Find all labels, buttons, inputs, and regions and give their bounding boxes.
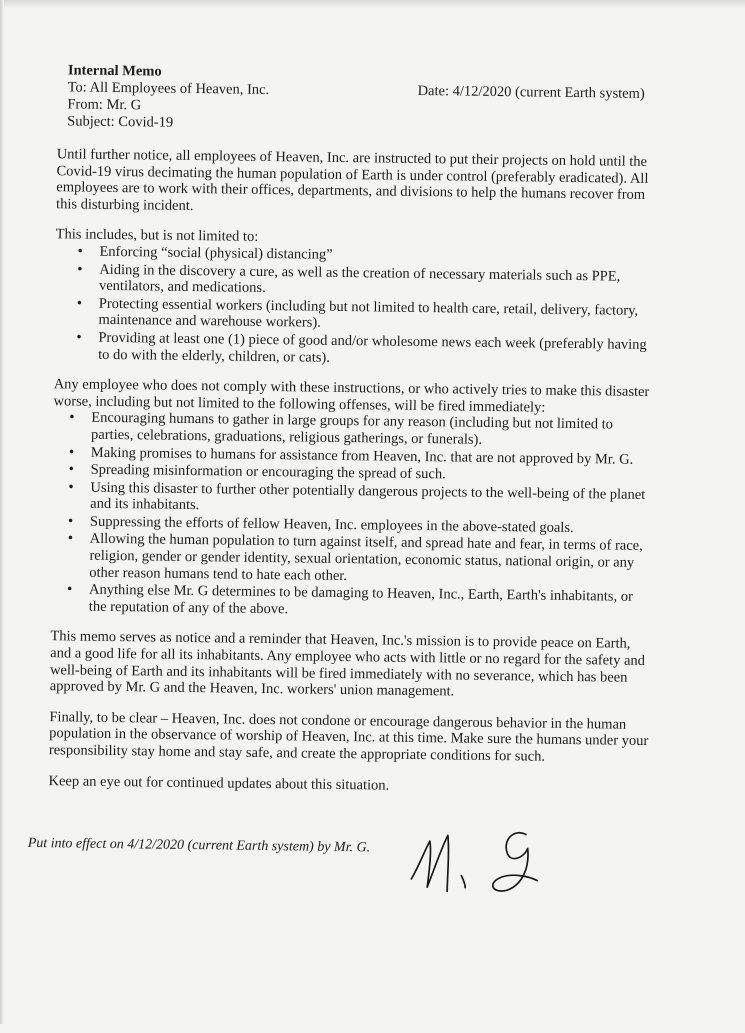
memo-title: Internal Memo bbox=[67, 62, 162, 80]
updates-line: Keep an eye out for continued updates about this situation. bbox=[48, 772, 390, 794]
memo-body bbox=[48, 146, 657, 811]
finally-paragraph: Finally, to be clear – Heaven, Inc. does not condone or encourage dangerous behavior in the human population in the observance of worship of Heaven, Inc. at this time. Make sure the humans under your responsibility stay home and stay safe, and create the appropriate conditions for such. bbox=[48, 708, 649, 765]
list-item: • Protecting essential workers (including but not limited to health care, retail, delivery, factory, maintenance and warehouse workers). bbox=[98, 296, 654, 336]
offenses-list bbox=[51, 410, 654, 623]
list-item: • Suppressing the efforts of fellow Heaven, Inc. employees in the above-stated goals. bbox=[90, 514, 652, 538]
list-item: • Encouraging humans to gather in large groups for any reason (including but not limited to parties, celebrations, graduations, religious gatherings, or funerals). bbox=[91, 410, 653, 451]
intro-paragraph: Until further notice, all employees of Heaven, Inc. are instructed to put their projects on hold until the Covid-19 virus decimating the human population of Earth is under control (preferably eradicated). All employees are to work with their offices, departments, and divisions to help the humans recover from this disturbing incident. bbox=[56, 146, 649, 214]
includes-list bbox=[54, 243, 656, 370]
memo-to: To: All Employees of Heaven, Inc. bbox=[67, 79, 270, 99]
handwritten-signature bbox=[407, 817, 558, 909]
offenses-lead: Any employee who does not comply with these instructions, or who actively tries to make this disaster worse, including but not limited to the following offenses, will be fired immediately: bbox=[53, 376, 650, 416]
list-item: • Making promises to humans for assistance from Heaven, Inc. that are not approved by Mr. G. bbox=[91, 444, 653, 468]
list-item: • Aiding in the discovery a cure, as well as the creation of necessary materials such as PPE, ventilators, and medications. bbox=[99, 261, 655, 301]
effective-line: Put into effect on 4/12/2020 (current Earth system) by Mr. G. bbox=[27, 835, 371, 856]
memo-from: From: Mr. G bbox=[67, 96, 142, 114]
list-item: • Allowing the human population to turn against itself, and spread hate and fear, in terms of race, religion, gender or gender identity, sexual orientation, economic status, national origin, or any other reason humans tend to hate each other. bbox=[89, 531, 652, 588]
list-item: • Anything else Mr. G determines to be damaging to Heaven, Inc., Earth, Earth's inhabitants, or the reputation of any of the above. bbox=[89, 582, 651, 623]
memo-subject: Subject: Covid-19 bbox=[67, 113, 174, 131]
list-item: • Spreading misinformation or encouraging the spread of such. bbox=[91, 462, 653, 486]
list-item: • Using this disaster to further other potentially dangerous projects to the well-being of the planet and its inhabitants. bbox=[90, 479, 652, 520]
includes-lead: This includes, but is not limited to: bbox=[55, 226, 259, 246]
list-item: • Providing at least one (1) piece of good and/or wholesome news each week (preferably having to do with the elderly, children, or cats). bbox=[98, 330, 654, 370]
notice-paragraph: This memo serves as notice and a reminder that Heaven, Inc.'s mission is to provide peace on Earth, and a good life for all its inhabitants. Any employee who acts with little or no regard for the safety and well-being of Earth and its inhabitants will be fired immediately with no severance, which has been approved by Mr. G and the Heaven, Inc. workers' union management. bbox=[49, 628, 646, 700]
memo-date: Date: 4/12/2020 (current Earth system) bbox=[417, 82, 645, 102]
list-item: • Enforcing “social (physical) distancing” bbox=[99, 244, 655, 268]
